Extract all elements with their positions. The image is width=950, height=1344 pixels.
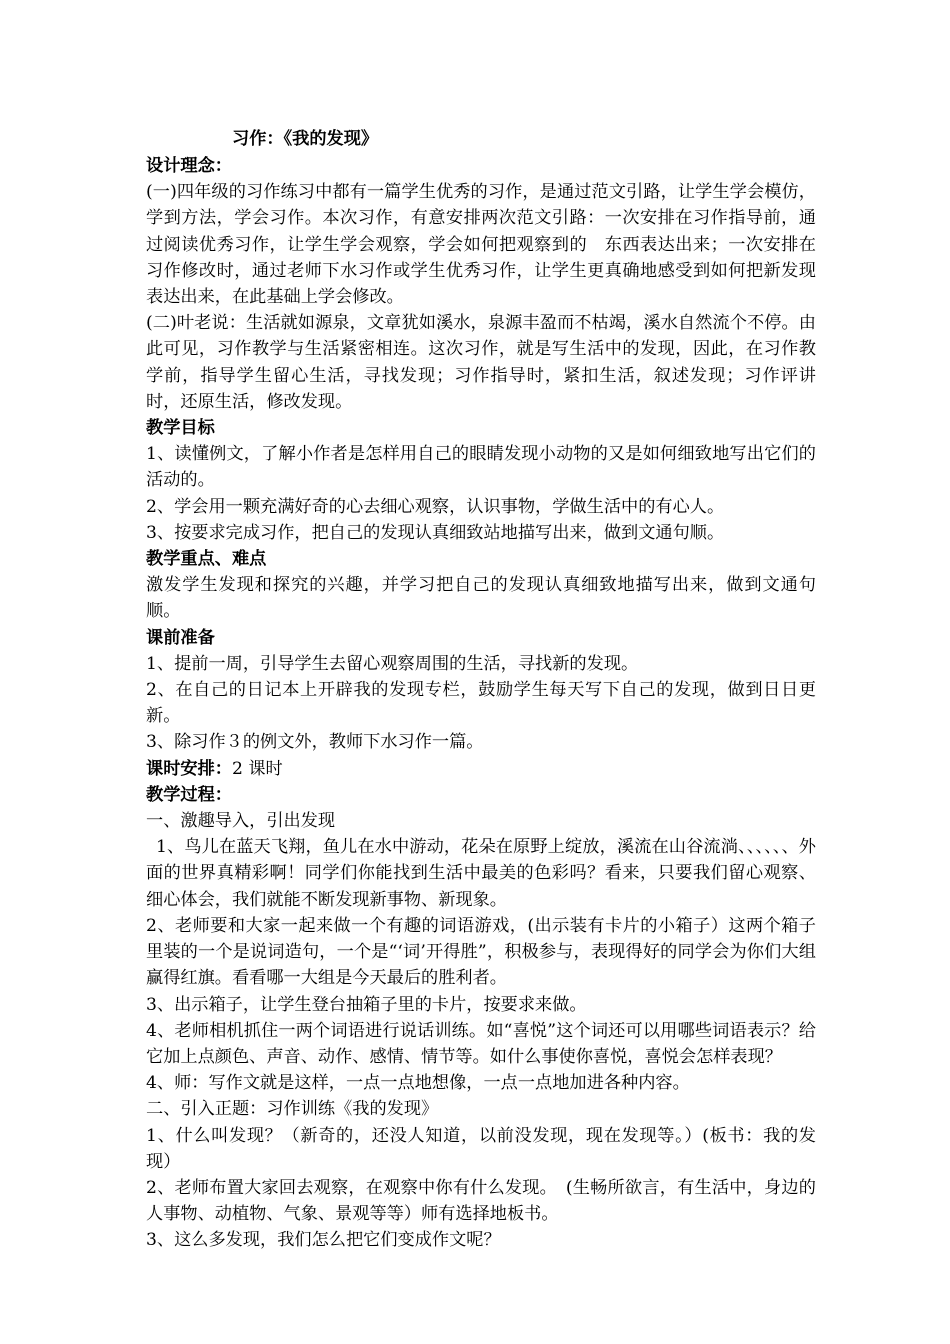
focus-heading: 教学重点、难点 xyxy=(146,549,267,570)
schedule-line xyxy=(146,756,816,782)
prep-item-3: 3、除习作３的例文外，教师下水习作一篇。 xyxy=(146,732,484,753)
goal-item-2: 2、学会用一颗充满好奇的心去细心观察，认识事物，学做生活中的有心人。 xyxy=(146,496,725,517)
part1-heading: 一、激趣导入，引出发现 xyxy=(146,811,336,832)
prep-heading: 课前准备 xyxy=(146,627,215,648)
schedule-value: 2 课时 xyxy=(231,758,283,779)
part1-item-1: 1、鸟儿在蓝天飞翔，鱼儿在水中游动，花朵在原野上绽放，溪流在山谷流淌、、、、、、外面的世界真精彩啊！同学们你能找到生活中最美的色彩吗？看来，只要我们留心观察、细心体会，我们就能不断发现新事物、新现象。 xyxy=(146,837,816,910)
part1-item-2: 2、老师要和大家一起来做一个有趣的词语游戏，(出示装有卡片的小箱子）这两个箱子里装的一个是说词造句，一个是“‘词’开得胜”，积极参与，表现得好的同学会为你们大组赢得红旗。看看哪一大组是今天最后的胜利者。 xyxy=(146,915,816,989)
concept-paragraph-2: (二)叶老说：生活就如源泉，文章犹如溪水，泉源丰盈而不枯竭，溪水自然流个不停。由此可见，习作教学与生活紧密相连。这次习作，就是写生活中的发现，因此，在习作教学前，指导学生留心生活，寻找发现；习作指导时，紧扣生活，叙述发现；习作评讲时，还原生活，修改发现。 xyxy=(146,313,816,412)
part2-item-3: 3、这么多发现，我们怎么把它们变成作文呢？ xyxy=(146,1230,501,1251)
goal-item-3: 3、按要求完成习作，把自己的发现认真细致站地描写出来，做到文通句顺。 xyxy=(146,522,725,543)
part2-item-1: 1、什么叫发现？（新奇的，还没人知道，以前没发现，现在发现等。）(板书：我的发现） xyxy=(146,1125,816,1172)
focus-text: 激发学生发现和探究的兴趣，并学习把自己的发现认真细致地描写出来，做到文通句顺。 xyxy=(146,575,816,622)
part2-item-2: 2、老师布置大家回去观察，在观察中你有什么发现。 (生畅所欲言，有生活中，身边的人事物、动植物、气象、景观等等）师有选择地板书。 xyxy=(146,1177,816,1225)
part1-item-3: 3、出示箱子，让学生登台抽箱子里的卡片，按要求来做。 xyxy=(146,994,587,1015)
document-page xyxy=(146,126,816,1254)
goals-heading: 教学目标 xyxy=(146,418,215,439)
goal-item-1: 1、读懂例文，了解小作者是怎样用自己的眼睛发现小动物的又是如何细致地写出它们的活动的。 xyxy=(146,444,816,491)
part1-item-5: 4、师：写作文就是这样，一点一点地想像，一点一点地加进各种内容。 xyxy=(146,1073,690,1094)
process-heading: 教学过程： xyxy=(146,784,232,805)
part1-item-4: 4、老师相机抓住一两个词语进行说话训练。如“喜悦”这个词还可以用哪些词语表示？给它加上点颜色、声音、动作、感情、情节等。如什么事使你喜悦，喜悦会怎样表现？ xyxy=(146,1020,816,1067)
part2-heading: 二、引入正题：习作训练《我的发现》 xyxy=(146,1099,439,1120)
prep-item-1: 1、提前一周，引导学生去留心观察周围的生活，寻找新的发现。 xyxy=(146,653,639,674)
prep-item-2: 2、在自己的日记本上开辟我的发现专栏，鼓励学生每天写下自己的发现，做到日日更新。 xyxy=(146,680,816,727)
concept-paragraph-1: (一)四年级的习作练习中都有一篇学生优秀的习作，是通过范文引路，让学生学会模仿，学到方法，学会习作。本次习作，有意安排两次范文引路：一次安排在习作指导前，通过阅读优秀习作，让学生学会观察，学会如何把观察到的 东西表达出来；一次安排在习作修改时，通过老师下水习作或学生优秀习作，让学生更真确地感受到如何把新发现表达出来，在此基础上学会修改。 xyxy=(146,182,816,308)
schedule-label: 课时安排： xyxy=(146,758,232,779)
document-title: 习作：《我的发现》 xyxy=(232,129,379,149)
concept-heading: 设计理念： xyxy=(146,156,232,176)
